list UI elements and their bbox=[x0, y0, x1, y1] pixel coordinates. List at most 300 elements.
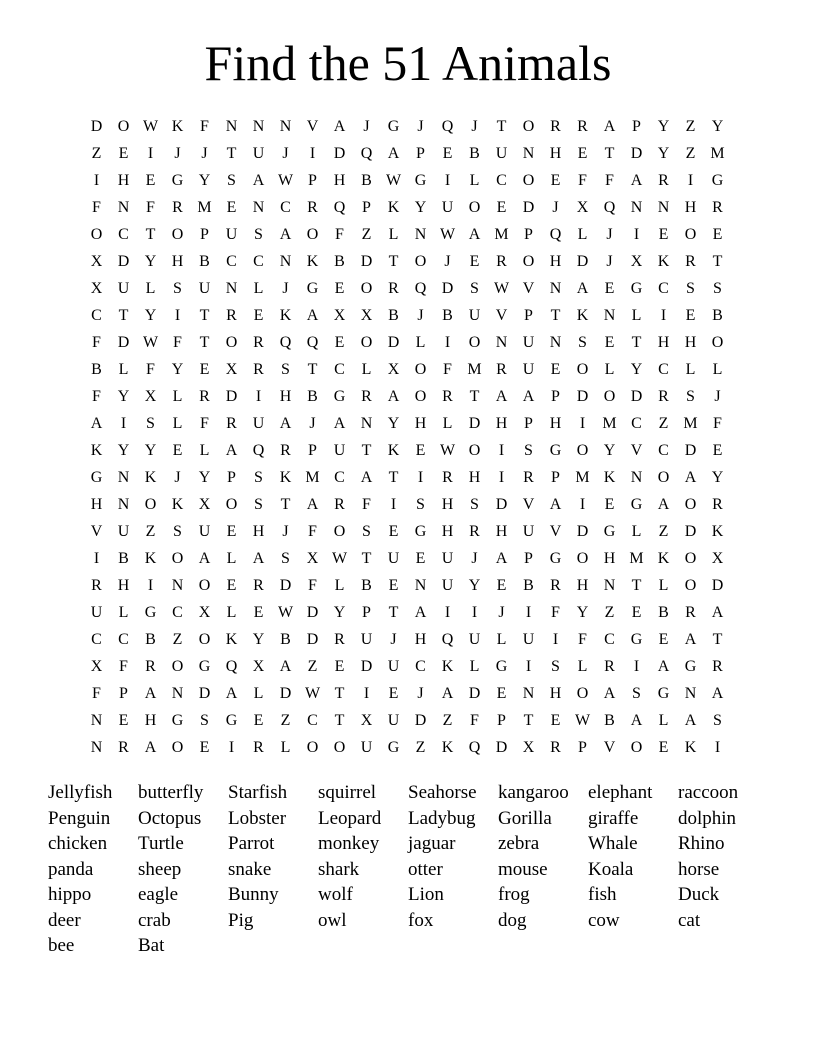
grid-letter[interactable]: B bbox=[91, 361, 102, 378]
grid-letter[interactable]: F bbox=[578, 172, 587, 189]
grid-letter[interactable]: I bbox=[498, 442, 505, 459]
grid-letter[interactable]: I bbox=[93, 550, 100, 567]
grid-letter[interactable]: N bbox=[171, 685, 184, 702]
grid-letter[interactable]: A bbox=[522, 388, 535, 405]
grid-letter[interactable]: R bbox=[253, 361, 264, 378]
grid-letter[interactable]: G bbox=[495, 658, 508, 675]
grid-letter[interactable]: Q bbox=[279, 334, 292, 351]
grid-letter[interactable]: B bbox=[712, 307, 723, 324]
grid-letter[interactable]: B bbox=[388, 307, 399, 324]
grid-letter[interactable]: L bbox=[118, 361, 129, 378]
grid-letter[interactable]: J bbox=[417, 118, 424, 135]
grid-letter[interactable]: Z bbox=[415, 739, 426, 756]
grid-letter[interactable]: N bbox=[171, 577, 184, 594]
grid-letter[interactable]: D bbox=[576, 253, 589, 270]
grid-letter[interactable]: I bbox=[228, 739, 235, 756]
grid-letter[interactable]: S bbox=[713, 712, 722, 729]
grid-letter[interactable]: O bbox=[684, 550, 697, 567]
grid-letter[interactable]: M bbox=[602, 415, 617, 432]
grid-letter[interactable]: N bbox=[252, 118, 265, 135]
grid-letter[interactable]: U bbox=[252, 415, 265, 432]
grid-letter[interactable]: H bbox=[333, 172, 346, 189]
grid-letter[interactable]: Q bbox=[603, 199, 616, 216]
grid-letter[interactable]: A bbox=[630, 172, 643, 189]
grid-letter[interactable]: G bbox=[603, 523, 616, 540]
grid-letter[interactable]: E bbox=[631, 604, 642, 621]
grid-letter[interactable]: C bbox=[334, 361, 345, 378]
grid-letter[interactable]: O bbox=[468, 334, 481, 351]
grid-letter[interactable]: E bbox=[253, 712, 264, 729]
grid-letter[interactable]: S bbox=[470, 496, 479, 513]
grid-letter[interactable]: O bbox=[225, 334, 238, 351]
grid-letter[interactable]: E bbox=[712, 442, 723, 459]
grid-letter[interactable]: V bbox=[522, 496, 535, 513]
grid-letter[interactable]: N bbox=[90, 739, 103, 756]
grid-letter[interactable]: T bbox=[334, 685, 345, 702]
grid-letter[interactable]: X bbox=[387, 361, 400, 378]
grid-letter[interactable]: T bbox=[469, 388, 480, 405]
grid-letter[interactable]: Y bbox=[603, 442, 616, 459]
grid-letter[interactable]: Y bbox=[468, 577, 481, 594]
grid-letter[interactable]: L bbox=[118, 604, 129, 621]
grid-letter[interactable]: O bbox=[90, 226, 103, 243]
grid-letter[interactable]: O bbox=[684, 226, 697, 243]
grid-letter[interactable]: E bbox=[172, 442, 183, 459]
grid-letter[interactable]: L bbox=[145, 280, 156, 297]
grid-letter[interactable]: P bbox=[524, 307, 533, 324]
grid-letter[interactable]: R bbox=[496, 361, 507, 378]
grid-letter[interactable]: G bbox=[414, 523, 427, 540]
grid-letter[interactable]: L bbox=[469, 172, 480, 189]
grid-letter[interactable]: N bbox=[549, 280, 562, 297]
grid-letter[interactable]: I bbox=[633, 658, 640, 675]
grid-letter[interactable]: C bbox=[172, 604, 183, 621]
grid-letter[interactable]: D bbox=[387, 334, 400, 351]
grid-letter[interactable]: H bbox=[495, 415, 508, 432]
grid-letter[interactable]: A bbox=[198, 550, 211, 567]
grid-letter[interactable]: G bbox=[387, 118, 400, 135]
grid-letter[interactable]: A bbox=[144, 685, 157, 702]
grid-letter[interactable]: M bbox=[683, 415, 698, 432]
grid-letter[interactable]: C bbox=[91, 631, 102, 648]
grid-letter[interactable]: R bbox=[496, 253, 507, 270]
grid-letter[interactable]: H bbox=[90, 496, 103, 513]
grid-letter[interactable]: B bbox=[199, 253, 210, 270]
grid-letter[interactable]: A bbox=[711, 685, 724, 702]
grid-letter[interactable]: D bbox=[306, 604, 319, 621]
grid-letter[interactable]: S bbox=[686, 280, 695, 297]
grid-letter[interactable]: K bbox=[171, 118, 184, 135]
grid-letter[interactable]: F bbox=[173, 334, 182, 351]
grid-letter[interactable]: O bbox=[225, 496, 238, 513]
grid-letter[interactable]: C bbox=[307, 712, 318, 729]
grid-letter[interactable]: E bbox=[199, 361, 210, 378]
grid-letter[interactable]: U bbox=[441, 550, 454, 567]
grid-letter[interactable]: U bbox=[468, 307, 481, 324]
grid-letter[interactable]: G bbox=[414, 172, 427, 189]
grid-letter[interactable]: S bbox=[200, 712, 209, 729]
grid-letter[interactable]: G bbox=[630, 631, 643, 648]
grid-letter[interactable]: E bbox=[658, 226, 669, 243]
grid-letter[interactable]: S bbox=[281, 550, 290, 567]
grid-letter[interactable]: N bbox=[414, 226, 427, 243]
grid-letter[interactable]: I bbox=[444, 334, 451, 351]
grid-letter[interactable]: H bbox=[144, 712, 157, 729]
grid-letter[interactable]: E bbox=[118, 145, 129, 162]
grid-letter[interactable]: F bbox=[443, 361, 452, 378]
grid-letter[interactable]: I bbox=[444, 604, 451, 621]
grid-letter[interactable]: U bbox=[198, 280, 211, 297]
grid-letter[interactable]: O bbox=[306, 739, 319, 756]
grid-letter[interactable]: N bbox=[549, 334, 562, 351]
grid-letter[interactable]: A bbox=[657, 658, 670, 675]
grid-letter[interactable]: G bbox=[630, 280, 643, 297]
grid-letter[interactable]: Q bbox=[306, 334, 319, 351]
grid-letter[interactable]: R bbox=[226, 415, 237, 432]
grid-letter[interactable]: E bbox=[604, 496, 615, 513]
grid-letter[interactable]: S bbox=[281, 361, 290, 378]
grid-letter[interactable]: T bbox=[307, 361, 318, 378]
grid-letter[interactable]: E bbox=[658, 739, 669, 756]
grid-letter[interactable]: H bbox=[279, 388, 292, 405]
grid-letter[interactable]: C bbox=[631, 415, 642, 432]
grid-letter[interactable]: O bbox=[198, 631, 211, 648]
grid-letter[interactable]: T bbox=[361, 550, 372, 567]
grid-letter[interactable]: D bbox=[225, 388, 238, 405]
grid-letter[interactable]: B bbox=[307, 388, 318, 405]
grid-letter[interactable]: R bbox=[199, 388, 210, 405]
grid-letter[interactable]: R bbox=[685, 253, 696, 270]
grid-letter[interactable]: N bbox=[603, 577, 616, 594]
grid-letter[interactable]: F bbox=[362, 496, 371, 513]
grid-letter[interactable]: J bbox=[201, 145, 208, 162]
grid-letter[interactable]: I bbox=[255, 388, 262, 405]
grid-letter[interactable]: J bbox=[417, 307, 424, 324]
grid-letter[interactable]: P bbox=[524, 550, 533, 567]
grid-letter[interactable]: O bbox=[333, 739, 346, 756]
grid-letter[interactable]: I bbox=[633, 226, 640, 243]
grid-letter[interactable]: D bbox=[198, 685, 211, 702]
grid-letter[interactable]: U bbox=[360, 631, 373, 648]
grid-letter[interactable]: G bbox=[144, 604, 157, 621]
grid-letter[interactable]: W bbox=[142, 118, 159, 135]
grid-letter[interactable]: U bbox=[225, 226, 238, 243]
grid-letter[interactable]: T bbox=[523, 712, 534, 729]
grid-letter[interactable]: Y bbox=[630, 361, 643, 378]
grid-letter[interactable]: G bbox=[90, 469, 103, 486]
grid-letter[interactable]: C bbox=[604, 631, 615, 648]
grid-letter[interactable]: J bbox=[444, 253, 451, 270]
grid-letter[interactable]: B bbox=[604, 712, 615, 729]
grid-letter[interactable]: A bbox=[144, 739, 157, 756]
grid-letter[interactable]: V bbox=[90, 523, 103, 540]
grid-letter[interactable]: L bbox=[415, 334, 426, 351]
grid-letter[interactable]: S bbox=[173, 523, 182, 540]
grid-letter[interactable]: J bbox=[471, 118, 478, 135]
grid-letter[interactable]: N bbox=[117, 199, 130, 216]
grid-letter[interactable]: A bbox=[279, 658, 292, 675]
grid-letter[interactable]: R bbox=[307, 199, 318, 216]
grid-letter[interactable]: I bbox=[444, 172, 451, 189]
grid-letter[interactable]: S bbox=[362, 523, 371, 540]
grid-letter[interactable]: T bbox=[604, 145, 615, 162]
grid-letter[interactable]: X bbox=[90, 658, 103, 675]
grid-letter[interactable]: D bbox=[495, 739, 508, 756]
grid-letter[interactable]: D bbox=[576, 523, 589, 540]
grid-letter[interactable]: K bbox=[90, 442, 103, 459]
grid-letter[interactable]: W bbox=[439, 442, 456, 459]
grid-letter[interactable]: A bbox=[90, 415, 103, 432]
grid-letter[interactable]: B bbox=[334, 253, 345, 270]
grid-letter[interactable]: I bbox=[363, 685, 370, 702]
grid-letter[interactable]: D bbox=[306, 631, 319, 648]
grid-letter[interactable]: X bbox=[630, 253, 643, 270]
grid-letter[interactable]: C bbox=[658, 361, 669, 378]
grid-letter[interactable]: S bbox=[254, 496, 263, 513]
grid-letter[interactable]: U bbox=[117, 280, 130, 297]
grid-letter[interactable]: A bbox=[711, 604, 724, 621]
grid-letter[interactable]: F bbox=[713, 415, 722, 432]
grid-letter[interactable]: L bbox=[604, 361, 615, 378]
grid-letter[interactable]: E bbox=[226, 577, 237, 594]
grid-letter[interactable]: I bbox=[552, 631, 559, 648]
grid-letter[interactable]: G bbox=[333, 388, 346, 405]
grid-letter[interactable]: T bbox=[550, 307, 561, 324]
grid-letter[interactable]: X bbox=[333, 307, 346, 324]
grid-letter[interactable]: R bbox=[442, 469, 453, 486]
grid-letter[interactable]: I bbox=[579, 415, 586, 432]
grid-letter[interactable]: J bbox=[498, 604, 505, 621]
grid-letter[interactable]: R bbox=[118, 739, 129, 756]
grid-letter[interactable]: K bbox=[279, 307, 292, 324]
grid-letter[interactable]: L bbox=[388, 226, 399, 243]
grid-letter[interactable]: A bbox=[684, 469, 697, 486]
grid-letter[interactable]: P bbox=[524, 415, 533, 432]
grid-letter[interactable]: G bbox=[387, 739, 400, 756]
grid-letter[interactable]: I bbox=[714, 739, 721, 756]
grid-letter[interactable]: A bbox=[684, 712, 697, 729]
grid-letter[interactable]: F bbox=[92, 199, 101, 216]
grid-letter[interactable]: O bbox=[468, 199, 481, 216]
grid-letter[interactable]: F bbox=[605, 172, 614, 189]
grid-letter[interactable]: A bbox=[279, 226, 292, 243]
grid-letter[interactable]: S bbox=[470, 280, 479, 297]
grid-letter[interactable]: X bbox=[522, 739, 535, 756]
grid-letter[interactable]: A bbox=[387, 388, 400, 405]
grid-letter[interactable]: H bbox=[117, 577, 130, 594]
grid-letter[interactable]: Q bbox=[360, 145, 373, 162]
grid-letter[interactable]: N bbox=[225, 280, 238, 297]
grid-letter[interactable]: O bbox=[414, 253, 427, 270]
grid-letter[interactable]: D bbox=[90, 118, 103, 135]
grid-letter[interactable]: H bbox=[549, 253, 562, 270]
grid-letter[interactable]: P bbox=[524, 226, 533, 243]
grid-letter[interactable]: J bbox=[417, 685, 424, 702]
grid-letter[interactable]: S bbox=[416, 496, 425, 513]
grid-letter[interactable]: L bbox=[334, 577, 345, 594]
grid-letter[interactable]: P bbox=[227, 469, 236, 486]
grid-letter[interactable]: I bbox=[417, 469, 424, 486]
grid-letter[interactable]: D bbox=[117, 334, 130, 351]
grid-letter[interactable]: L bbox=[442, 415, 453, 432]
grid-letter[interactable]: A bbox=[603, 118, 616, 135]
grid-letter[interactable]: B bbox=[118, 550, 129, 567]
grid-letter[interactable]: Z bbox=[307, 658, 318, 675]
grid-letter[interactable]: O bbox=[657, 469, 670, 486]
grid-letter[interactable]: R bbox=[361, 388, 372, 405]
grid-letter[interactable]: E bbox=[496, 199, 507, 216]
grid-letter[interactable]: L bbox=[226, 604, 237, 621]
grid-letter[interactable]: L bbox=[712, 361, 723, 378]
grid-letter[interactable]: U bbox=[468, 631, 481, 648]
grid-letter[interactable]: E bbox=[469, 253, 480, 270]
grid-letter[interactable]: O bbox=[576, 685, 589, 702]
grid-letter[interactable]: T bbox=[631, 577, 642, 594]
grid-letter[interactable]: L bbox=[253, 280, 264, 297]
grid-letter[interactable]: W bbox=[277, 604, 294, 621]
grid-letter[interactable]: U bbox=[522, 361, 535, 378]
grid-letter[interactable]: Y bbox=[657, 145, 670, 162]
grid-letter[interactable]: I bbox=[471, 604, 478, 621]
grid-letter[interactable]: L bbox=[172, 415, 183, 432]
grid-letter[interactable]: F bbox=[578, 631, 587, 648]
grid-letter[interactable]: F bbox=[92, 388, 101, 405]
grid-letter[interactable]: U bbox=[495, 145, 508, 162]
grid-letter[interactable]: R bbox=[253, 739, 264, 756]
grid-letter[interactable]: R bbox=[334, 496, 345, 513]
grid-letter[interactable]: J bbox=[552, 199, 559, 216]
grid-letter[interactable]: R bbox=[442, 388, 453, 405]
grid-letter[interactable]: I bbox=[147, 145, 154, 162]
grid-letter[interactable]: E bbox=[226, 523, 237, 540]
grid-letter[interactable]: I bbox=[660, 307, 667, 324]
grid-letter[interactable]: O bbox=[576, 550, 589, 567]
grid-letter[interactable]: G bbox=[171, 172, 184, 189]
grid-letter[interactable]: G bbox=[630, 496, 643, 513]
grid-letter[interactable]: B bbox=[658, 604, 669, 621]
grid-letter[interactable]: D bbox=[468, 415, 481, 432]
grid-letter[interactable]: N bbox=[117, 469, 130, 486]
grid-letter[interactable]: J bbox=[282, 280, 289, 297]
grid-letter[interactable]: C bbox=[658, 442, 669, 459]
grid-letter[interactable]: U bbox=[522, 334, 535, 351]
grid-letter[interactable]: O bbox=[522, 253, 535, 270]
grid-letter[interactable]: E bbox=[388, 577, 399, 594]
grid-letter[interactable]: Z bbox=[172, 631, 183, 648]
grid-letter[interactable]: D bbox=[684, 523, 697, 540]
grid-letter[interactable]: E bbox=[712, 226, 723, 243]
grid-letter[interactable]: K bbox=[657, 550, 670, 567]
grid-letter[interactable]: P bbox=[551, 388, 560, 405]
grid-letter[interactable]: K bbox=[306, 253, 319, 270]
grid-letter[interactable]: V bbox=[630, 442, 643, 459]
grid-letter[interactable]: K bbox=[144, 550, 157, 567]
grid-letter[interactable]: Z bbox=[604, 604, 615, 621]
grid-letter[interactable]: K bbox=[171, 496, 184, 513]
grid-letter[interactable]: C bbox=[334, 469, 345, 486]
grid-letter[interactable]: H bbox=[414, 631, 427, 648]
grid-letter[interactable]: C bbox=[253, 253, 264, 270]
grid-letter[interactable]: E bbox=[604, 334, 615, 351]
grid-letter[interactable]: I bbox=[525, 658, 532, 675]
grid-letter[interactable]: D bbox=[441, 280, 454, 297]
grid-letter[interactable]: D bbox=[117, 253, 130, 270]
grid-letter[interactable]: Y bbox=[252, 631, 265, 648]
grid-letter[interactable]: I bbox=[174, 307, 181, 324]
grid-letter[interactable]: K bbox=[441, 658, 454, 675]
grid-letter[interactable]: R bbox=[334, 631, 345, 648]
grid-letter[interactable]: V bbox=[306, 118, 319, 135]
grid-letter[interactable]: I bbox=[498, 469, 505, 486]
grid-letter[interactable]: H bbox=[684, 199, 697, 216]
grid-letter[interactable]: Y bbox=[117, 442, 130, 459]
grid-letter[interactable]: L bbox=[280, 739, 291, 756]
grid-letter[interactable]: J bbox=[309, 415, 316, 432]
grid-letter[interactable]: P bbox=[551, 469, 560, 486]
grid-letter[interactable]: T bbox=[631, 334, 642, 351]
grid-letter[interactable]: T bbox=[388, 469, 399, 486]
grid-letter[interactable]: W bbox=[385, 172, 402, 189]
grid-letter[interactable]: L bbox=[226, 550, 237, 567]
grid-letter[interactable]: L bbox=[685, 361, 696, 378]
grid-letter[interactable]: U bbox=[522, 631, 535, 648]
grid-letter[interactable]: E bbox=[388, 523, 399, 540]
grid-letter[interactable]: Y bbox=[711, 469, 724, 486]
grid-letter[interactable]: Z bbox=[685, 145, 696, 162]
grid-letter[interactable]: R bbox=[172, 199, 183, 216]
grid-letter[interactable]: G bbox=[711, 172, 724, 189]
grid-letter[interactable]: M bbox=[494, 226, 509, 243]
grid-letter[interactable]: P bbox=[119, 685, 128, 702]
grid-letter[interactable]: Q bbox=[468, 739, 481, 756]
grid-letter[interactable]: U bbox=[90, 604, 103, 621]
grid-letter[interactable]: H bbox=[549, 415, 562, 432]
grid-letter[interactable]: U bbox=[252, 145, 265, 162]
grid-letter[interactable]: E bbox=[253, 307, 264, 324]
grid-letter[interactable]: O bbox=[684, 496, 697, 513]
grid-letter[interactable]: C bbox=[280, 199, 291, 216]
grid-letter[interactable]: Q bbox=[225, 658, 238, 675]
grid-letter[interactable]: D bbox=[495, 496, 508, 513]
grid-letter[interactable]: O bbox=[603, 388, 616, 405]
grid-letter[interactable]: H bbox=[549, 685, 562, 702]
grid-letter[interactable]: N bbox=[252, 199, 265, 216]
grid-letter[interactable]: R bbox=[604, 658, 615, 675]
grid-letter[interactable]: N bbox=[117, 496, 130, 513]
grid-letter[interactable]: R bbox=[712, 199, 723, 216]
grid-letter[interactable]: L bbox=[253, 685, 264, 702]
grid-letter[interactable]: H bbox=[549, 145, 562, 162]
grid-letter[interactable]: S bbox=[254, 226, 263, 243]
grid-letter[interactable]: Y bbox=[117, 388, 130, 405]
grid-letter[interactable]: E bbox=[253, 604, 264, 621]
grid-letter[interactable]: K bbox=[711, 523, 724, 540]
grid-letter[interactable]: C bbox=[415, 658, 426, 675]
grid-letter[interactable]: O bbox=[630, 739, 643, 756]
grid-letter[interactable]: Y bbox=[387, 415, 400, 432]
grid-letter[interactable]: Y bbox=[144, 442, 157, 459]
grid-letter[interactable]: J bbox=[714, 388, 721, 405]
grid-letter[interactable]: O bbox=[468, 442, 481, 459]
grid-letter[interactable]: Z bbox=[442, 712, 453, 729]
grid-letter[interactable]: Z bbox=[91, 145, 102, 162]
grid-letter[interactable]: L bbox=[172, 388, 183, 405]
grid-letter[interactable]: R bbox=[388, 280, 399, 297]
grid-letter[interactable]: F bbox=[470, 712, 479, 729]
grid-letter[interactable]: Q bbox=[549, 226, 562, 243]
grid-letter[interactable]: L bbox=[631, 523, 642, 540]
grid-letter[interactable]: Z bbox=[361, 226, 372, 243]
